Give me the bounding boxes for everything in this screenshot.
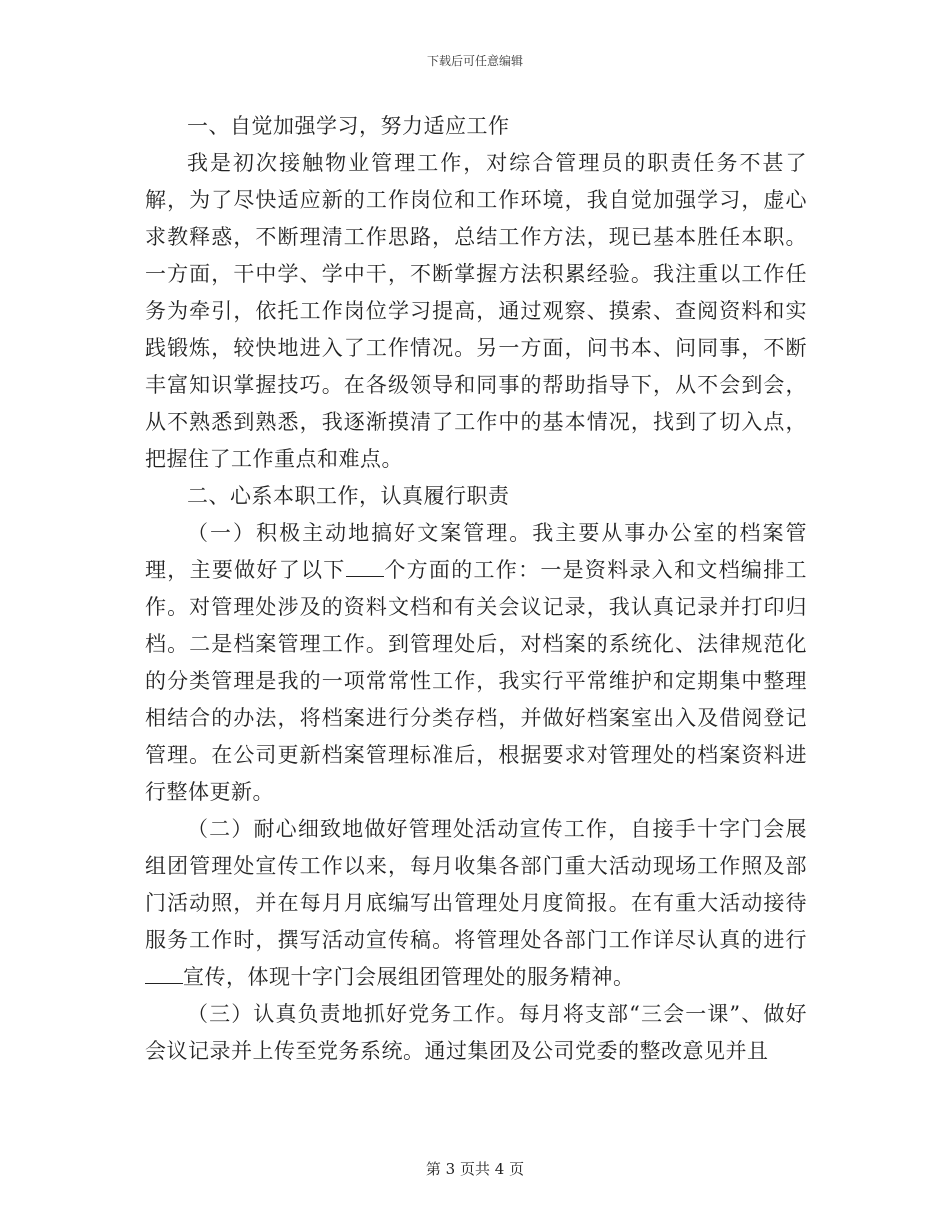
fill-in-blank	[346, 558, 384, 577]
item-2-paragraph	[145, 811, 807, 996]
item-1-text-end: 个方面的工作：一是资料录入和文档编排工作。对管理处涉及的资料文档和有关会议记录，我认真记录并打印归档。二是档案管理工作。到管理处后，对档案的系统化、法律规范化的分类管理是我的一项常常性工作，我实行平常维护和定期集中整理相结合的办法，将档案进行分类存档，并做好档案室出入及借阅登记管理。在公司更新档案管理标准后，根据要求对管理处的档案资料进行整体更新。	[145, 558, 808, 804]
item-1-paragraph	[145, 515, 807, 811]
page-header: 下载后可任意编辑	[426, 54, 523, 68]
page-number: 第 3 页共 4 页	[425, 1160, 525, 1178]
item-3-paragraph: （三）认真负责地抓好党务工作。每月将支部“三会一课”、做好会议记录并上传至党务系统。通过集团及公司党委的整改意见并且	[145, 1002, 807, 1063]
section-2-heading: 二、心系本职工作，认真履行职责	[187, 484, 510, 508]
document-body	[145, 108, 807, 1070]
item-2-text-end: 宣传，体现十字门会展组团管理处的服务精神。	[183, 965, 635, 989]
item-1-text-start: （一）积极主动地搞好文案管理。我主要从事办公室的档案管理，主要做好了以下	[145, 521, 807, 582]
item-2-text-start: （二）耐心细致地做好管理处活动宣传工作，自接手十字门会展组团管理处宣传工作以来，每月收集各部门重大活动现场工作照及部门活动照，并在每月月底编写出管理处月度简报。在有重大活动接待服务工作时，撰写活动宣传稿。将管理处各部门工作详尽认真的进行	[145, 817, 807, 952]
fill-in-blank	[145, 965, 183, 984]
section-1-paragraph: 我是初次接触物业管理工作，对综合管理员的职责任务不甚了解，为了尽快适应新的工作岗位和工作环境，我自觉加强学习，虚心求教释惑，不断理清工作思路，总结工作方法，现已基本胜任本职。一方面，干中学、学中干，不断掌握方法积累经验。我注重以工作任务为牵引，依托工作岗位学习提高，通过观察、摸索、查阅资料和实践锻炼，较快地进入了工作情况。另一方面，问书本、问同事，不断丰富知识掌握技巧。在各级领导和同事的帮助指导下，从不会到会，从不熟悉到熟悉，我逐渐摸清了工作中的基本情况，找到了切入点，把握住了工作重点和难点。	[145, 151, 807, 471]
section-1-heading: 一、自觉加强学习，努力适应工作	[187, 114, 510, 138]
